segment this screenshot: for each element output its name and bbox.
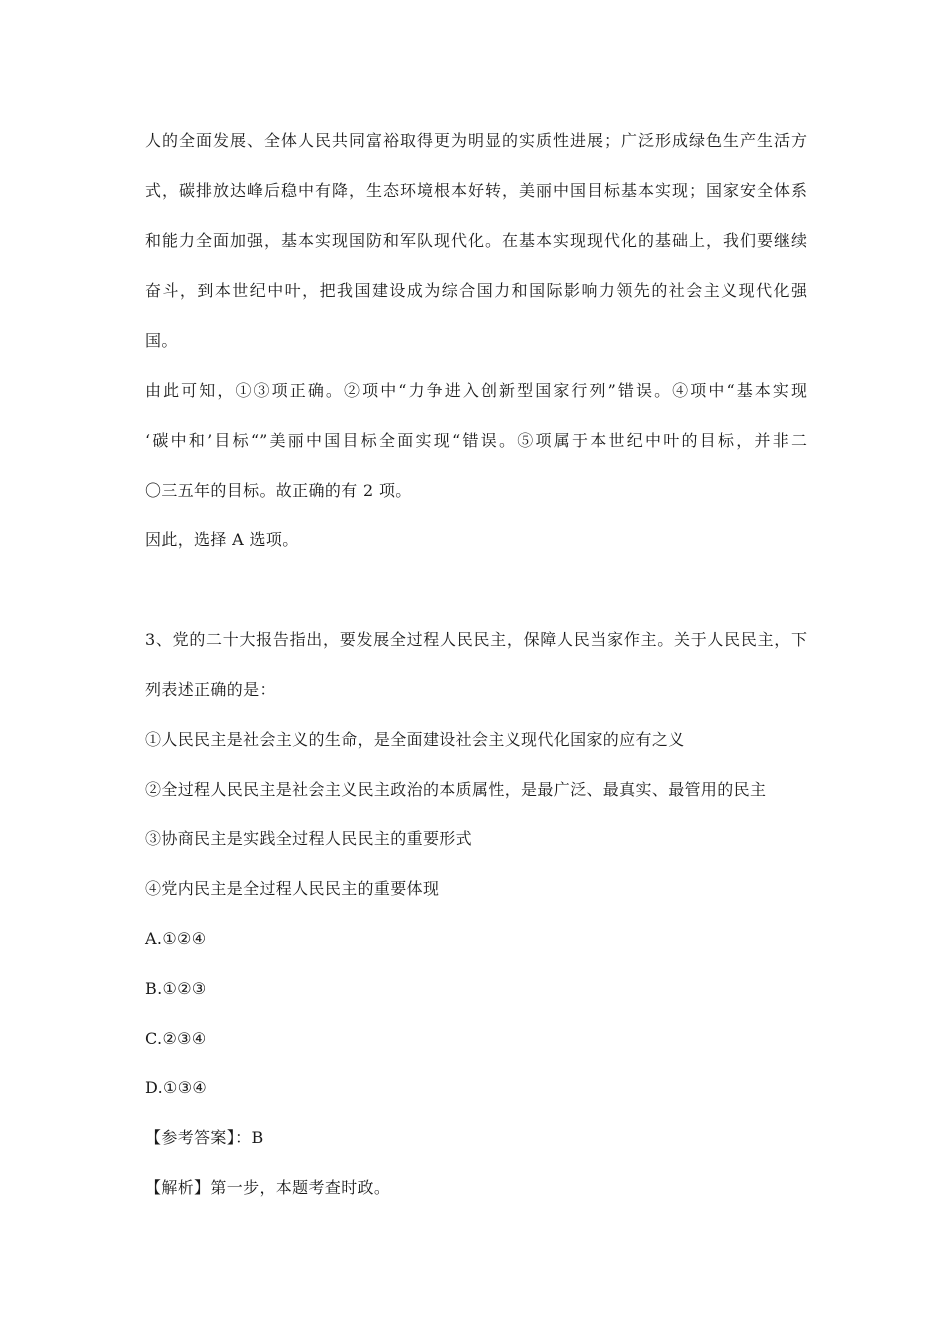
- conclusion-line: 〇三五年的目标。故正确的有 2 项。: [145, 481, 412, 500]
- statement-item: ①人民民主是社会主义的生命，是全面建设社会主义现代化国家的应有之义: [145, 730, 685, 749]
- conclusion-line: 由此可知，①③项正确。②项中“力争进入创新型国家行列”错误。④项中“基本实现: [145, 381, 807, 400]
- analysis-line: 国。: [145, 331, 178, 350]
- question-stem-line: 列表述正确的是：: [145, 680, 276, 699]
- statement-item: ④党内民主是全过程人民民主的重要体现: [145, 879, 440, 898]
- option-a: A.①②④: [145, 929, 207, 948]
- analysis-line: 式，碳排放达峰后稳中有降，生态环境根本好转，美丽中国目标基本实现；国家安全体系: [145, 181, 807, 200]
- option-b: B.①②③: [145, 979, 207, 998]
- question-stem-line: 3、党的二十大报告指出，要发展全过程人民民主，保障人民当家作主。关于人民民主，下: [145, 630, 807, 649]
- option-c: C.②③④: [145, 1029, 207, 1048]
- reference-answer: 【参考答案】：B: [145, 1128, 264, 1147]
- option-d: D.①③④: [145, 1078, 208, 1097]
- choice-statement: 因此，选择 A 选项。: [145, 530, 299, 549]
- analysis-line: 奋斗，到本世纪中叶，把我国建设成为综合国力和国际影响力领先的社会主义现代化强: [145, 281, 807, 300]
- analysis-heading: 【解析】第一步，本题考查时政。: [145, 1178, 391, 1197]
- analysis-line: 和能力全面加强，基本实现国防和军队现代化。在基本实现现代化的基础上，我们要继续: [145, 231, 807, 250]
- conclusion-line: ‘碳中和’目标“”美丽中国目标全面实现“错误。⑤项属于本世纪中叶的目标，并非二: [145, 431, 807, 450]
- statement-item: ②全过程人民民主是社会主义民主政治的本质属性，是最广泛、最真实、最管用的民主: [145, 780, 767, 799]
- analysis-line: 人的全面发展、全体人民共同富裕取得更为明显的实质性进展；广泛形成绿色生产生活方: [145, 131, 807, 150]
- statement-item: ③协商民主是实践全过程人民民主的重要形式: [145, 829, 473, 848]
